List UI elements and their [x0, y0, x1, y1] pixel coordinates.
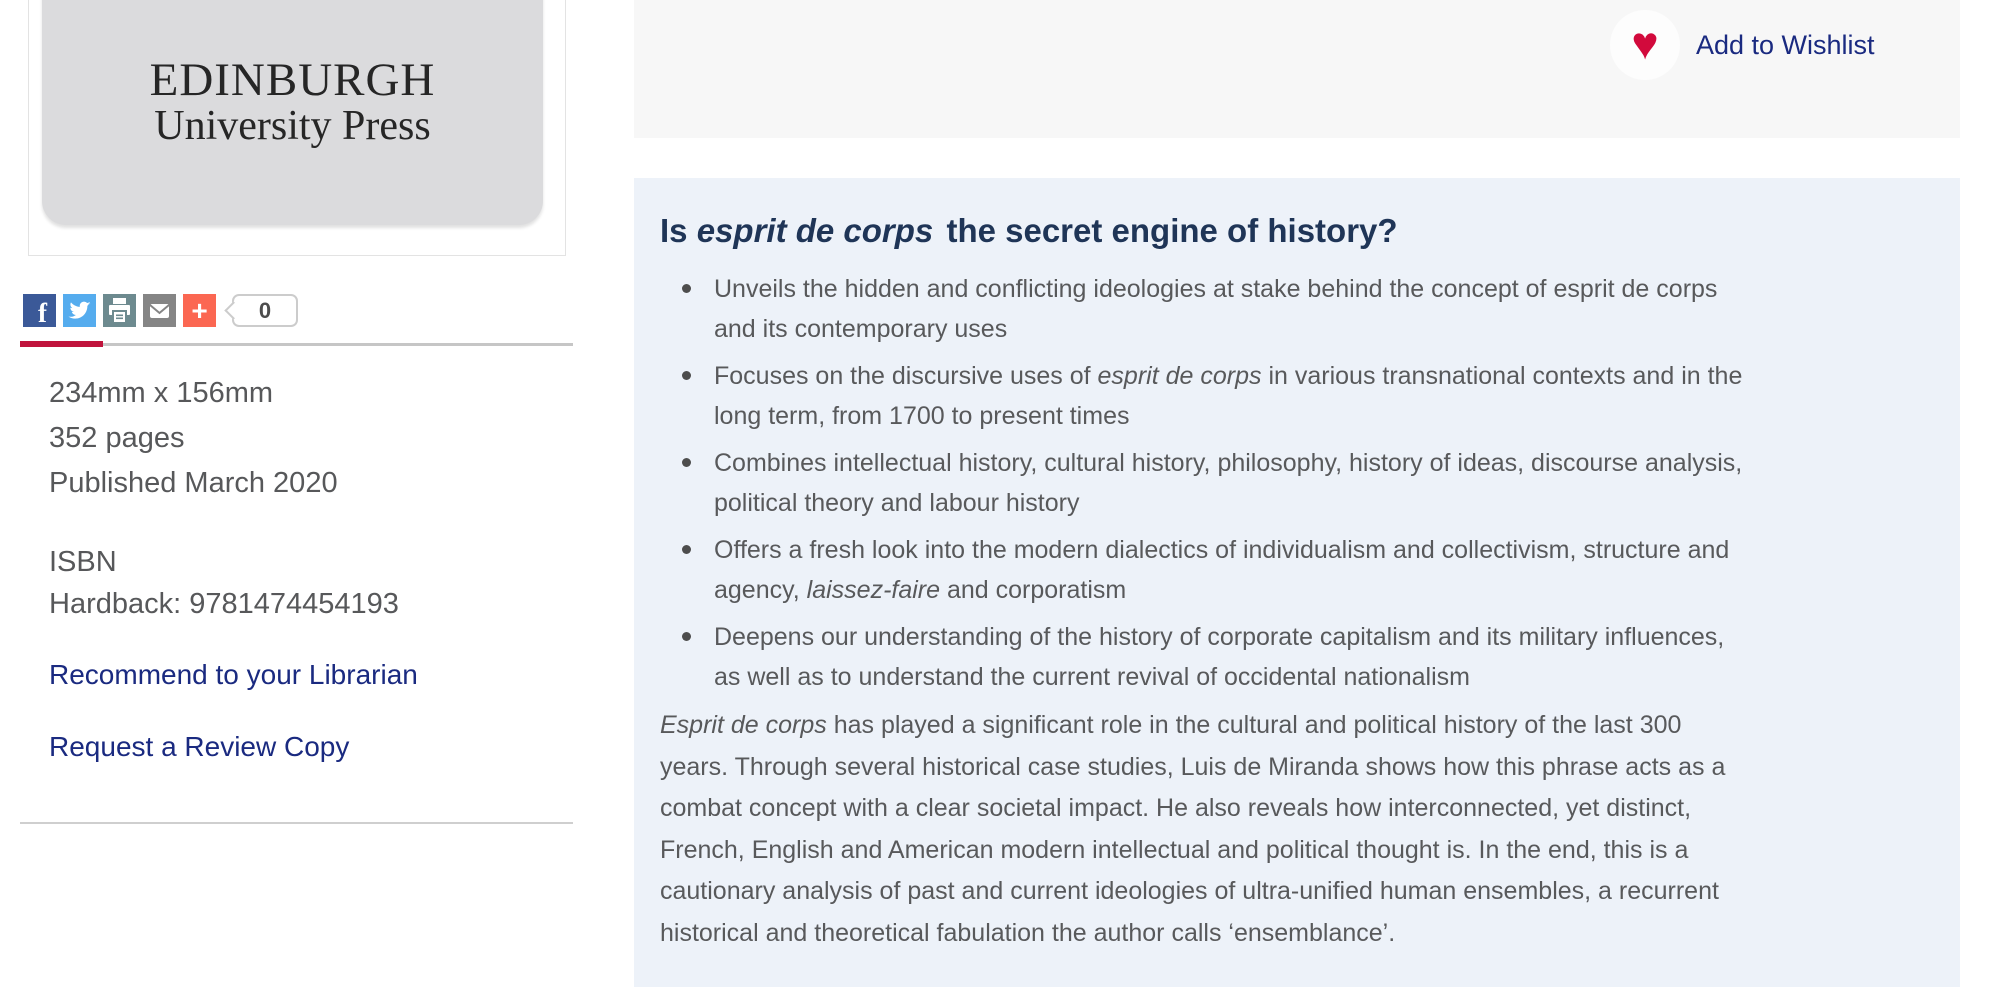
twitter-share-button[interactable]	[63, 294, 96, 327]
book-cover-image	[42, 0, 543, 225]
sidebar-divider-bottom	[20, 822, 573, 824]
publisher-logo	[42, 54, 543, 149]
plus-share-icon: +	[191, 295, 208, 326]
print-share-button[interactable]	[103, 294, 136, 327]
print-icon	[103, 294, 136, 327]
bullet-item: Combines intellectual history, cultural history, philosophy, history of ideas, discourse analysis, political theory and labour history	[660, 443, 1940, 523]
book-page-count: 352 pages	[49, 422, 185, 454]
publisher-name: EDINBURGH	[149, 54, 436, 106]
heart-icon: ♥	[1631, 17, 1659, 69]
wishlist-label: Add to Wishlist	[1696, 29, 1875, 60]
book-publish-date: Published March 2020	[49, 467, 338, 499]
request-review-copy-link[interactable]: Request a Review Copy	[49, 731, 350, 762]
book-description: Esprit de corps has played a significant role in the cultural and political history of the last 300 years. Through several historical case studies, Luis de Miranda shows how this phrase acts as a combat concept with a clear societal impact. He also reveals how interconnected, yet distinct, French, English and American modern intellectual and political thought is. In the end, this is a cautionary analysis of past and current ideologies of ultra-unified human ensembles, a recurrent historical and theoretical fabulation the author calls ‘ensemblance’.	[660, 711, 1726, 947]
facebook-icon: f	[38, 298, 47, 328]
book-cover[interactable]	[28, 0, 566, 256]
email-icon	[143, 294, 176, 327]
book-specs	[49, 371, 338, 506]
share-toolbar	[23, 294, 298, 327]
addthis-share-button[interactable]	[183, 294, 216, 327]
bullet-item: Unveils the hidden and conflicting ideologies at stake behind the concept of esprit de corps and its contemporary uses	[660, 269, 1940, 349]
accent-red-bar	[20, 341, 103, 347]
twitter-icon	[68, 299, 91, 322]
page-title: Is esprit de corps the secret engine of history?	[660, 212, 1398, 249]
page-header-band	[634, 0, 1960, 138]
share-count-badge: 0	[232, 294, 298, 327]
bullet-item: Focuses on the discursive uses of esprit de corps in various transnational contexts and in the long term, from 1700 to present times	[660, 356, 1940, 436]
isbn-value: Hardback: 9781474454193	[49, 588, 399, 620]
feature-bullet-list	[660, 269, 1940, 697]
heart-circle[interactable]	[1610, 10, 1680, 80]
isbn-block	[49, 541, 399, 625]
isbn-label: ISBN	[49, 546, 117, 578]
book-dimensions: 234mm x 156mm	[49, 377, 274, 409]
facebook-share-button[interactable]	[23, 294, 56, 327]
bullet-item: Deepens our understanding of the history of corporate capitalism and its military influences, as well as to understand the current revival of occidental nationalism	[660, 617, 1940, 697]
add-to-wishlist-button[interactable]	[1610, 10, 1875, 80]
email-share-button[interactable]	[143, 294, 176, 327]
bullet-item: Offers a fresh look into the modern dialectics of individualism and collectivism, structure and agency, laissez-faire and corporatism	[660, 530, 1940, 610]
book-blurb-panel	[634, 178, 1960, 987]
publisher-subname: University Press	[154, 103, 431, 149]
recommend-librarian-link[interactable]: Recommend to your Librarian	[49, 659, 418, 690]
